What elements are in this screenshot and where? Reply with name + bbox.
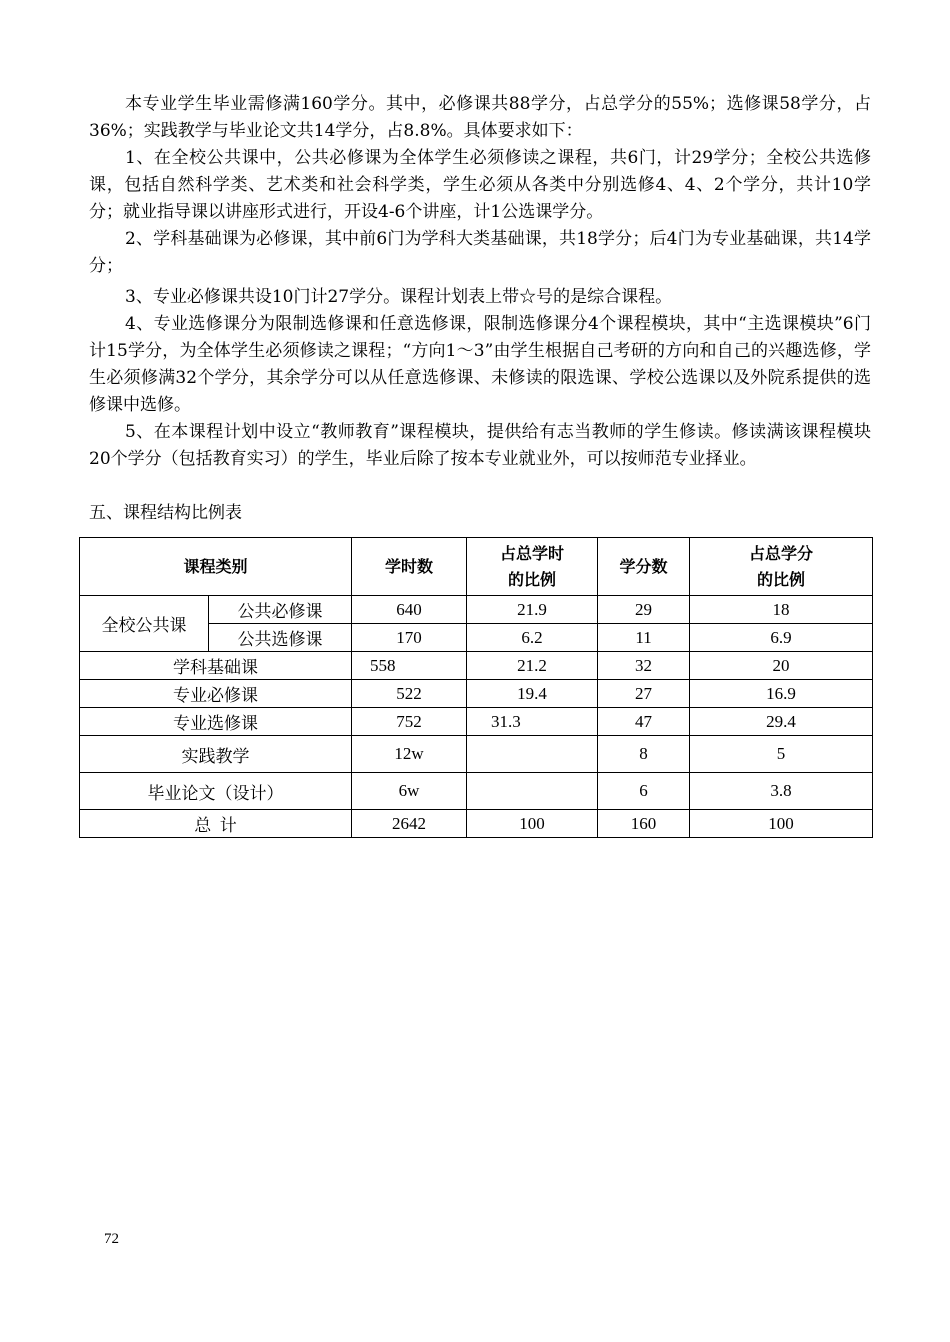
row-credits: 6 xyxy=(598,773,690,810)
section-heading: 五、课程结构比例表 xyxy=(89,503,242,523)
table-row xyxy=(80,708,873,736)
row-hours: 522 xyxy=(352,680,467,708)
row-hours-ratio: 21.2 xyxy=(467,652,598,680)
row-hours: 2642 xyxy=(352,810,467,838)
paragraph-item-1: 1、在全校公共课中，公共必修课为全体学生必须修读之课程，共6门，计29学分；全校公共选修课，包括自然科学类、艺术类和社会科学类，学生必须从各类中分别选修4、4、2个学分，共计10学分；就业指导课以讲座形式进行，开设4-6个讲座，计1公选课学分。 xyxy=(89,148,871,222)
row-category: 实践教学 xyxy=(80,736,352,773)
paragraph-item-5: 5、在本课程计划中设立“教师教育”课程模块，提供给有志当教师的学生修读。修读满该课程模块20个学分（包括教育实习）的学生，毕业后除了按本专业就业外，可以按师范专业择业。 xyxy=(89,422,871,469)
page-number: 72 xyxy=(104,1231,119,1247)
row-category: 总 计 xyxy=(80,810,352,838)
course-structure-table xyxy=(79,537,873,838)
table-row xyxy=(80,773,873,810)
table-row-total xyxy=(80,810,873,838)
row-credits: 11 xyxy=(598,624,690,652)
row-category: 专业必修课 xyxy=(80,680,352,708)
row-hours: 6w xyxy=(352,773,467,810)
row-credits-ratio: 18 xyxy=(690,596,873,624)
row-hours-ratio xyxy=(467,736,598,773)
row-credits: 8 xyxy=(598,736,690,773)
row-hours-ratio: 100 xyxy=(467,810,598,838)
row-category: 公共必修课 xyxy=(209,596,352,624)
row-credits-ratio: 3.8 xyxy=(690,773,873,810)
row-category: 学科基础课 xyxy=(80,652,352,680)
paragraph-item-2: 2、学科基础课为必修课，其中前6门为学科大类基础课，共18学分；后4门为专业基础课，共14学分； xyxy=(89,229,871,276)
header-hours-ratio xyxy=(467,538,598,596)
row-hours-ratio: 31.3 xyxy=(467,708,598,736)
group-label: 全校公共课 xyxy=(80,596,209,652)
header-credits-ratio xyxy=(690,538,873,596)
header-hours-ratio-line1: 占总学时 xyxy=(500,543,565,563)
paragraph-intro: 本专业学生毕业需修满160学分。其中，必修课共88学分，占总学分的55%；选修课58学分，占36%；实践教学与毕业论文共14学分，占8.8%。具体要求如下： xyxy=(89,94,871,141)
row-hours: 752 xyxy=(352,708,467,736)
table-row xyxy=(80,652,873,680)
row-hours: 558 xyxy=(352,652,467,680)
row-credits-ratio: 29.4 xyxy=(690,708,873,736)
row-credits-ratio: 6.9 xyxy=(690,624,873,652)
row-category: 毕业论文（设计） xyxy=(80,773,352,810)
row-credits: 27 xyxy=(598,680,690,708)
paragraph-item-3: 3、专业必修课共设10门计27学分。课程计划表上带☆号的是综合课程。 xyxy=(125,287,673,307)
header-hours-ratio-line2: 的比例 xyxy=(508,569,557,589)
row-hours: 12w xyxy=(352,736,467,773)
row-credits-ratio: 16.9 xyxy=(690,680,873,708)
row-hours-ratio xyxy=(467,773,598,810)
header-credits-ratio-line1: 占总学分 xyxy=(749,543,814,563)
paragraph-item-4: 4、专业选修课分为限制选修课和任意选修课，限制选修课分4个课程模块，其中“主选课模块”6门计15学分，为全体学生必须修读之课程；“方向1～3”由学生根据自己考研的方向和自己的兴趣选修，学生必须修满32个学分，其余学分可以从任意选修课、未修读的限选课、学校公选课以及外院系提供的选修课中选修。 xyxy=(89,314,871,415)
row-credits: 47 xyxy=(598,708,690,736)
row-category: 专业选修课 xyxy=(80,708,352,736)
row-hours-ratio: 19.4 xyxy=(467,680,598,708)
row-credits: 160 xyxy=(598,810,690,838)
table-header-row xyxy=(80,538,873,596)
table-row xyxy=(80,596,873,624)
row-category: 公共选修课 xyxy=(209,624,352,652)
row-credits: 29 xyxy=(598,596,690,624)
row-hours: 170 xyxy=(352,624,467,652)
table-row xyxy=(80,736,873,773)
row-credits: 32 xyxy=(598,652,690,680)
row-credits-ratio: 100 xyxy=(690,810,873,838)
header-hours: 学时数 xyxy=(352,538,467,596)
row-hours-ratio: 21.9 xyxy=(467,596,598,624)
row-hours-ratio: 6.2 xyxy=(467,624,598,652)
row-credits-ratio: 20 xyxy=(690,652,873,680)
row-hours: 640 xyxy=(352,596,467,624)
table-row xyxy=(80,680,873,708)
row-credits-ratio: 5 xyxy=(690,736,873,773)
header-credits-ratio-line2: 的比例 xyxy=(757,569,806,589)
header-category: 课程类别 xyxy=(80,538,352,596)
header-credits: 学分数 xyxy=(598,538,690,596)
